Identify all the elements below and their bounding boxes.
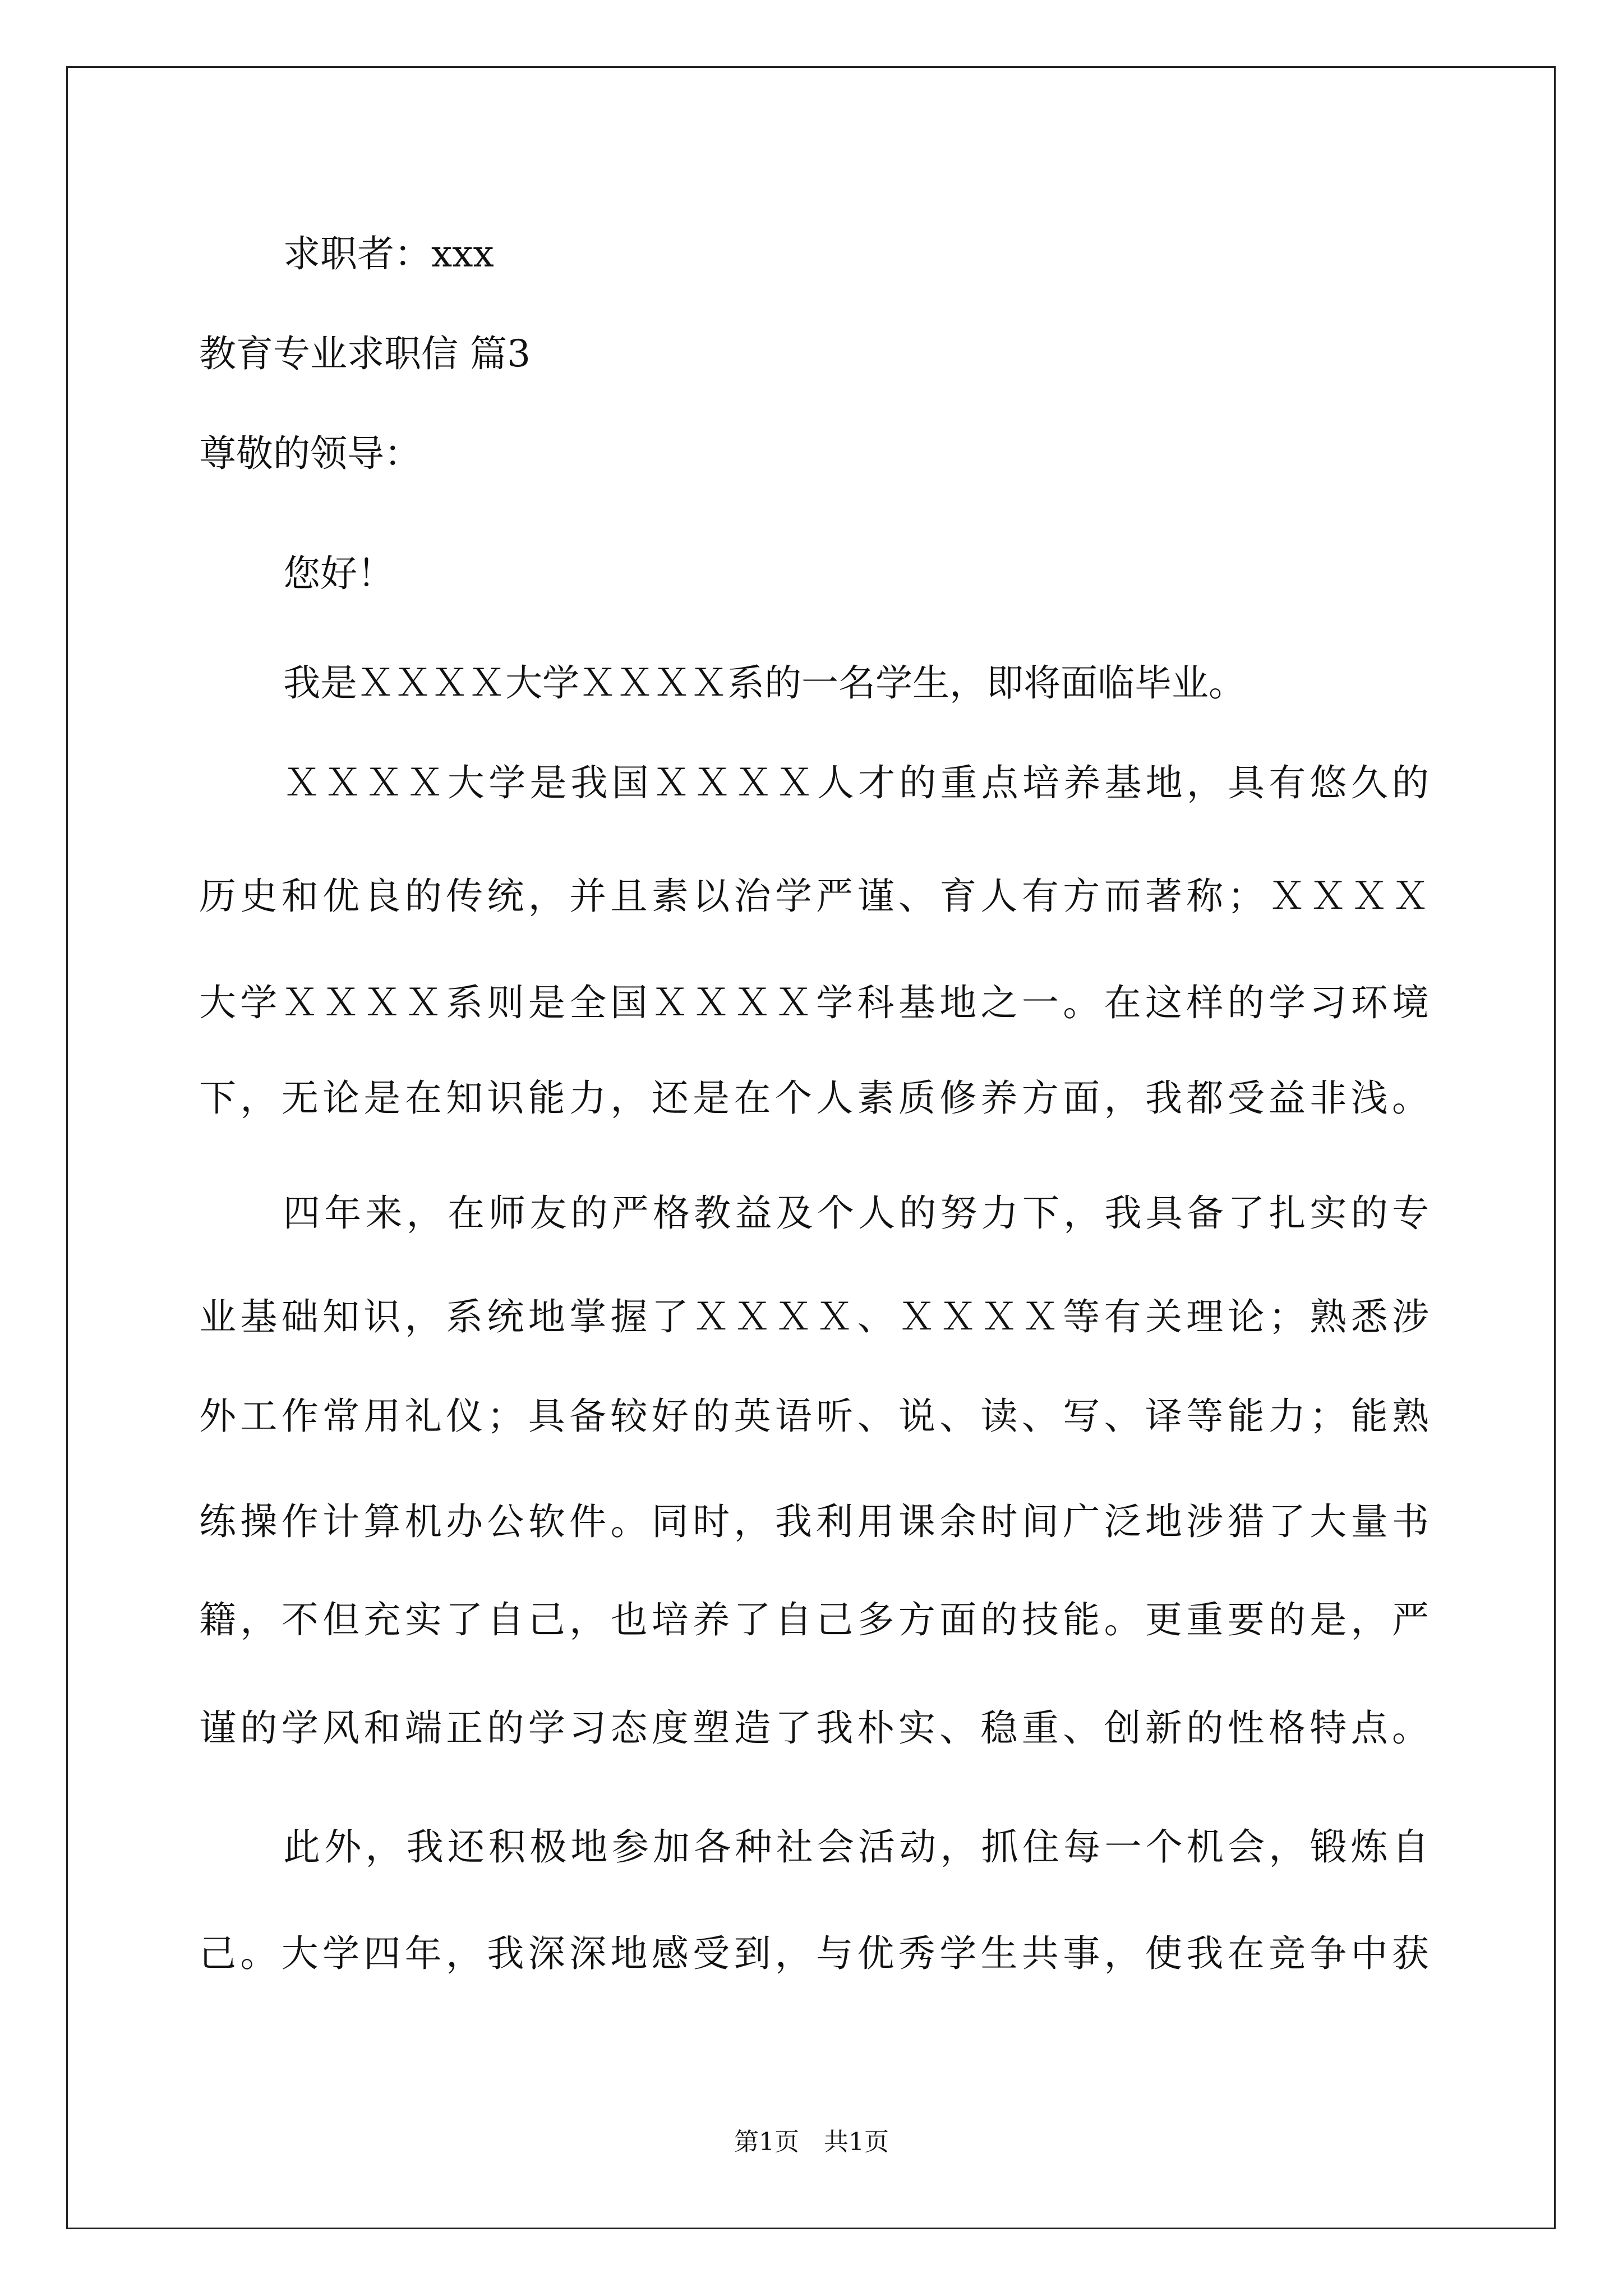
paragraph-2-line-1: ＸＸＸＸ大学是我国ＸＸＸＸ人才的重点培养基地，具有悠久的 <box>283 761 1429 804</box>
letter-heading: 教育专业求职信 篇3 <box>199 332 531 375</box>
paragraph-4-line-2: 己。大学四年，我深深地感受到，与优秀学生共事，使我在竞争中获 <box>199 1932 1429 1975</box>
paragraph-3-line-2: 业基础知识，系统地掌握了ＸＸＸＸ、ＸＸＸＸ等有关理论；熟悉涉 <box>199 1295 1429 1338</box>
paragraph-2-line-2: 历史和优良的传统，并且素以治学严谨、育人有方而著称；ＸＸＸＸ <box>199 875 1429 918</box>
paragraph-2-line-4: 下，无论是在知识能力，还是在个人素质修养方面，我都受益非浅。 <box>199 1076 1429 1120</box>
paragraph-3-line-4: 练操作计算机办公软件。同时，我利用课余时间广泛地涉猎了大量书 <box>199 1500 1429 1543</box>
paragraph-3-line-6: 谨的学风和端正的学习态度塑造了我朴实、稳重、创新的性格特点。 <box>199 1706 1429 1750</box>
paragraph-1-line-1: 我是ＸＸＸＸ大学ＸＸＸＸ系的一名学生，即将面临毕业。 <box>283 661 1246 705</box>
paragraph-3-line-1: 四年来，在师友的严格教益及个人的努力下，我具备了扎实的专 <box>283 1191 1429 1235</box>
greeting: 您好！ <box>283 552 394 595</box>
page-number-footer: 第1页 共1页 <box>734 2128 889 2156</box>
page-border <box>66 66 1556 2229</box>
salutation: 尊敬的领导： <box>199 432 421 475</box>
paragraph-3-line-5: 籍，不但充实了自己，也培养了自己多方面的技能。更重要的是，严 <box>199 1598 1429 1641</box>
paragraph-2-line-3: 大学ＸＸＸＸ系则是全国ＸＸＸＸ学科基地之一。在这样的学习环境 <box>199 981 1429 1024</box>
paragraph-4-line-1: 此外，我还积极地参加各种社会活动，抓住每一个机会，锻炼自 <box>283 1825 1429 1869</box>
paragraph-3-line-3: 外工作常用礼仪；具备较好的英语听、说、读、写、译等能力；能熟 <box>199 1395 1429 1438</box>
applicant-line: 求职者：xxx <box>283 232 494 275</box>
